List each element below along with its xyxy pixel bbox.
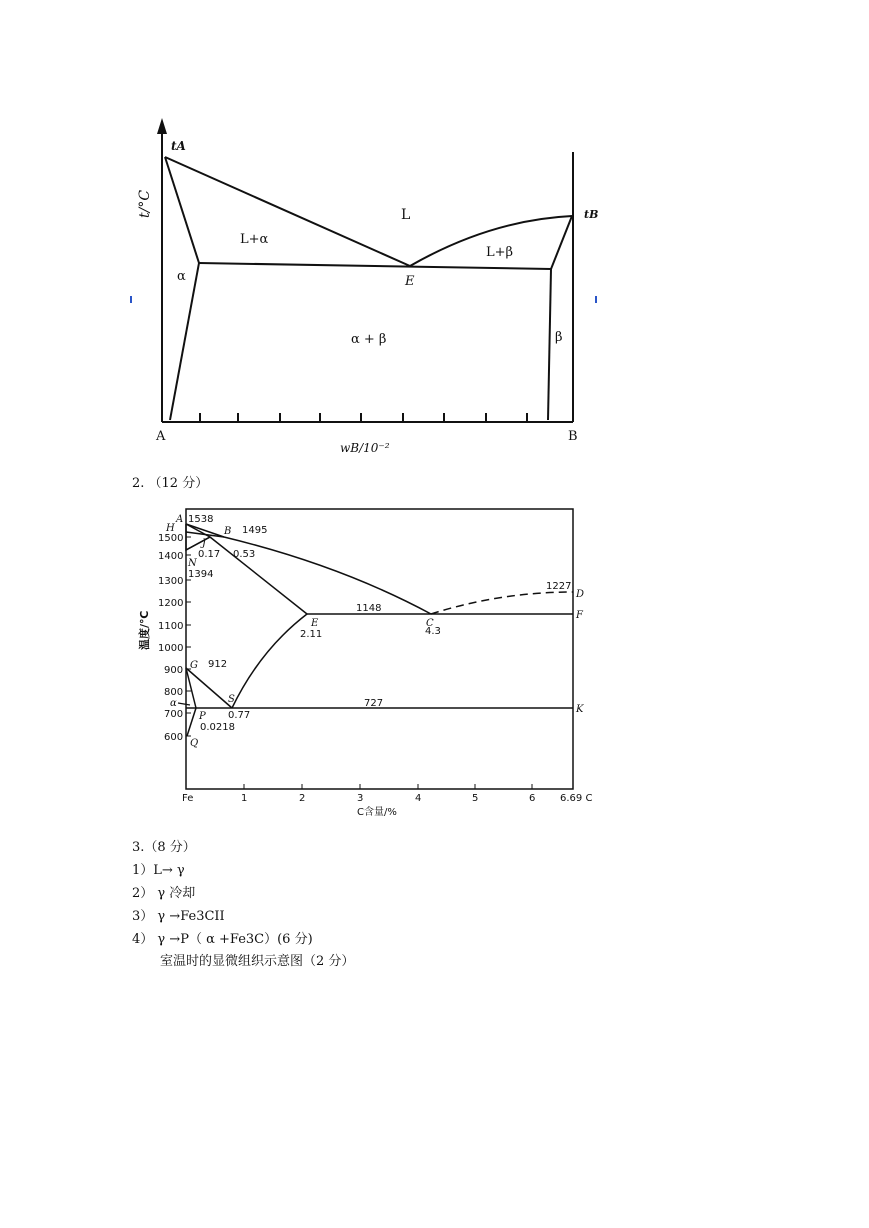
q3-line-5: 室温时的显微组织示意图（2 分）: [160, 954, 355, 969]
value-00218: 0.0218: [200, 722, 235, 733]
region-l-alpha-label: L+α: [240, 232, 269, 247]
q3-line-3: 3） γ →Fe3CII: [132, 909, 225, 924]
y-tick-1100: 1100: [158, 621, 184, 632]
point-n: N: [188, 558, 197, 569]
value-727: 727: [364, 698, 384, 709]
point-h: H: [166, 523, 175, 534]
point-f: F: [576, 610, 583, 621]
point-c: C: [426, 618, 434, 629]
corner-b-label: B: [568, 429, 578, 444]
t-b-label: tB: [584, 208, 599, 221]
x-tick-5: 5: [472, 793, 479, 804]
q3-line-4: 4） γ →P（ α +Fe3C）(6 分): [132, 932, 313, 947]
point-k: K: [576, 704, 584, 715]
a3-line-gs: [186, 668, 232, 708]
x-tick-fe: Fe: [182, 793, 194, 804]
y-tick-1200: 1200: [158, 598, 184, 609]
point-p: P: [199, 711, 206, 722]
diagram1-y-axis-label: t/°C: [137, 189, 153, 218]
value-1394: 1394: [188, 569, 214, 580]
value-053: 0.53: [233, 549, 256, 560]
value-017: 0.17: [198, 549, 221, 560]
x-tick-669c: 6.69 C: [560, 793, 593, 804]
line-pq: [187, 708, 196, 736]
y-tick-1400: 1400: [158, 551, 184, 562]
q3-line-2: 2） γ 冷却: [132, 886, 196, 901]
region-alpha-beta-label: α + β: [351, 332, 387, 347]
point-g: G: [190, 660, 198, 671]
eutectic-point-label: E: [405, 274, 415, 289]
region-l-beta-label: L+β: [486, 245, 514, 260]
alpha-label: α: [170, 698, 177, 709]
y-tick-600: 600: [164, 732, 184, 743]
alpha-arrow: [178, 703, 190, 705]
solidus-je: [210, 537, 307, 614]
y-tick-1300: 1300: [158, 576, 184, 587]
point-e: E: [311, 618, 319, 629]
diagram2-y-axis-label: 温度/℃: [138, 610, 151, 650]
point-s: S: [228, 694, 235, 705]
question-3-heading: 3.（8 分）: [132, 840, 196, 855]
acm-line-es: [232, 614, 307, 708]
point-a: A: [176, 514, 184, 525]
y-tick-1000: 1000: [158, 643, 184, 654]
y-tick-700: 700: [164, 709, 184, 720]
value-43: 4.3: [425, 626, 441, 637]
question-2-heading: 2. （12 分）: [132, 476, 209, 491]
point-b: B: [224, 526, 232, 537]
line-gp: [186, 668, 196, 708]
value-077: 0.77: [228, 710, 251, 721]
diagram2-x-axis-label: C含量/%: [357, 807, 397, 818]
value-211: 2.11: [300, 629, 323, 640]
q3-line-1: 1）L→ γ: [132, 863, 185, 878]
region-l-label: L: [401, 207, 411, 223]
x-tick-3: 3: [357, 793, 364, 804]
y-tick-1500: 1500: [158, 533, 184, 544]
value-1538: 1538: [188, 514, 214, 525]
t-a-label: tA: [171, 139, 186, 153]
value-1148: 1148: [356, 603, 382, 614]
x-tick-4: 4: [415, 793, 422, 804]
region-beta-label: β: [555, 330, 563, 345]
diagram1-x-axis-label: wB/10⁻²: [340, 441, 390, 455]
value-1495: 1495: [242, 525, 268, 536]
x-tick-6: 6: [529, 793, 536, 804]
value-912: 912: [208, 659, 228, 670]
point-q: Q: [190, 738, 199, 749]
y-tick-900: 900: [164, 665, 184, 676]
corner-a-label: A: [156, 429, 166, 444]
liquidus-cd-dashed: [431, 592, 573, 614]
point-d: D: [576, 589, 585, 600]
point-j: J: [202, 538, 207, 549]
region-alpha-label: α: [177, 269, 186, 284]
y-tick-800: 800: [164, 687, 184, 698]
x-tick-2: 2: [299, 793, 306, 804]
value-1227: 1227: [546, 581, 572, 592]
x-tick-1: 1: [241, 793, 248, 804]
